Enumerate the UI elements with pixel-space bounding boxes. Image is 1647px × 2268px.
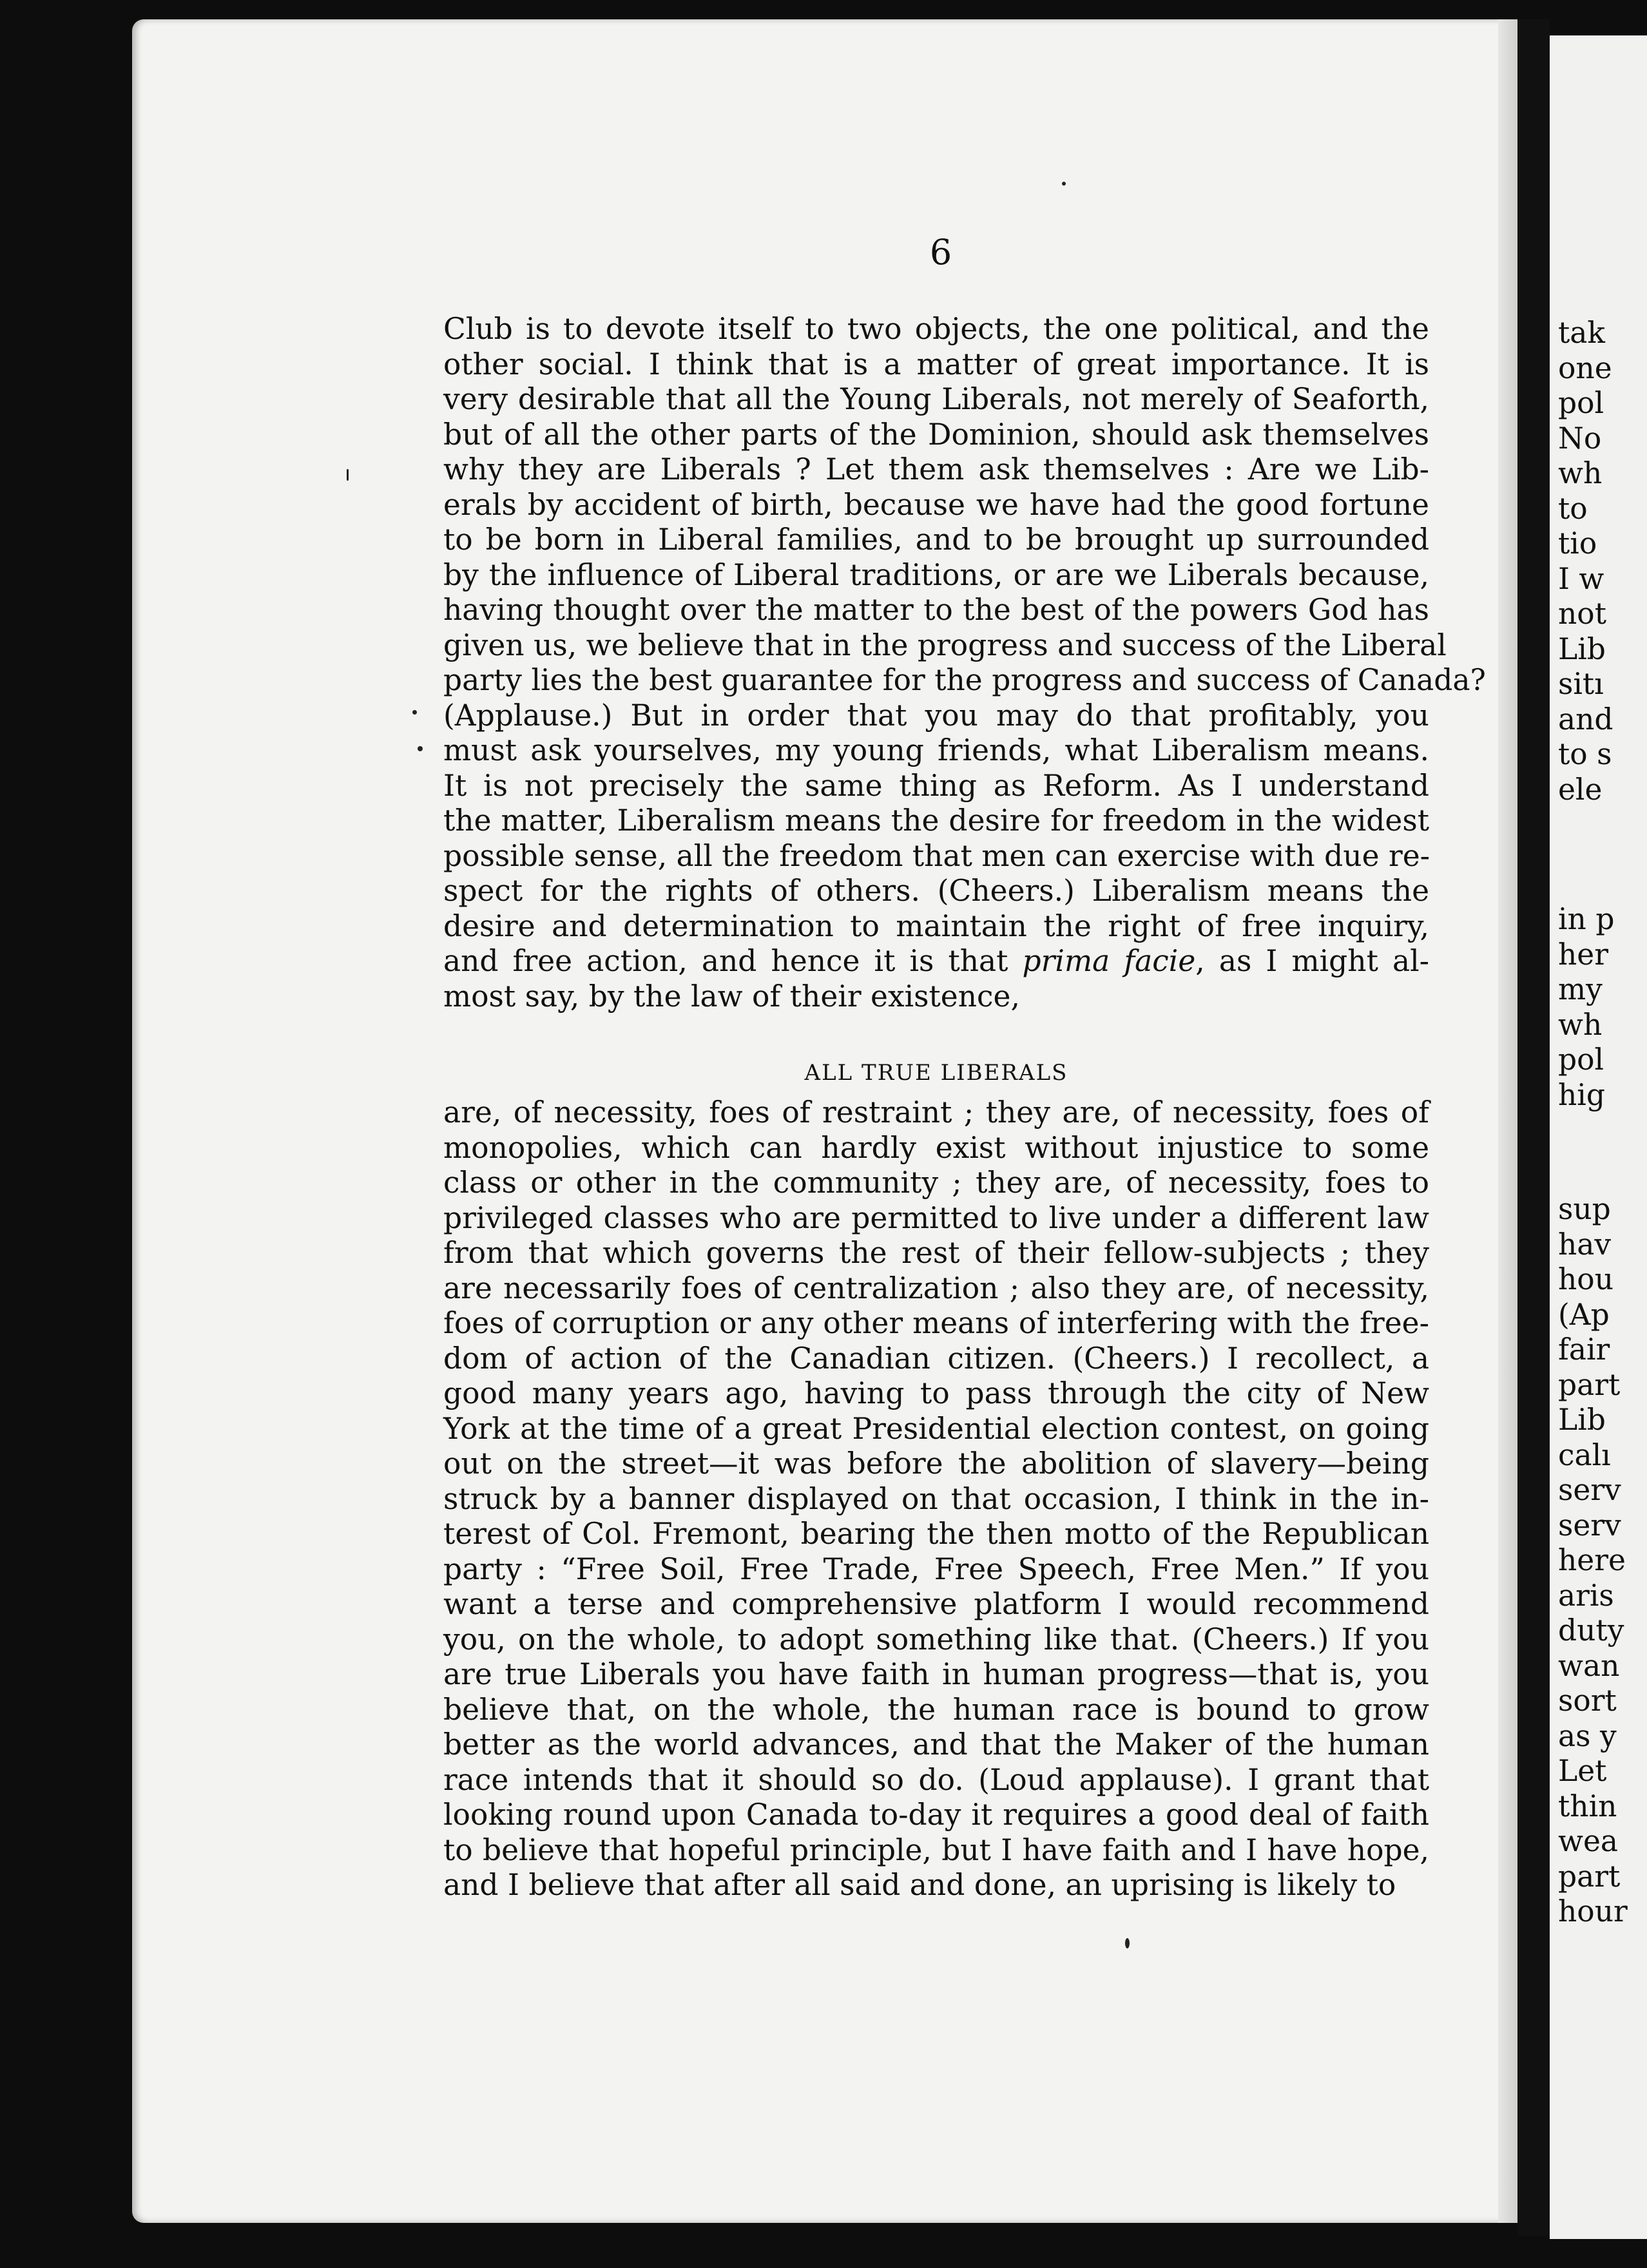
text-line: and free action, and hence it is that prima facie, as I might al- <box>443 944 1429 978</box>
body-paragraph-2 <box>443 1095 1429 1903</box>
right-page-text-1 <box>1558 316 1647 807</box>
text-line: desire and determination to maintain the right of free inquiry, <box>443 908 1429 943</box>
text-line: monopolies, which can hardly exist without injustice to some <box>443 1130 1429 1165</box>
ink-speck <box>347 469 349 481</box>
book-gutter <box>1517 19 1550 2236</box>
text-line: serv <box>1558 1473 1621 1507</box>
text-line: pol <box>1558 1043 1604 1077</box>
text-line: hig <box>1558 1077 1605 1112</box>
text-line: I w <box>1558 561 1604 596</box>
right-page-text-3 <box>1558 1192 1647 1930</box>
text-line: out on the street—it was before the abolition of slavery—being <box>443 1446 1429 1481</box>
text-line: are, of necessity, foes of restraint ; they are, of necessity, foes of <box>443 1095 1429 1129</box>
text-line: sup <box>1558 1192 1611 1226</box>
text-line: wh <box>1558 456 1603 490</box>
text-line: as y <box>1558 1718 1617 1753</box>
ink-speck <box>1125 1938 1130 1948</box>
text-line: her <box>1558 937 1608 972</box>
text-line: party : “Free Soil, Free Trade, Free Speech, Free Men.” If you <box>443 1552 1429 1586</box>
text-line: pol <box>1558 386 1604 420</box>
text-line: tak <box>1558 316 1605 350</box>
text-line: wea <box>1558 1824 1618 1858</box>
text-line: serv <box>1558 1508 1621 1542</box>
section-heading: ALL TRUE LIBERALS <box>804 1060 1068 1086</box>
text-line: tio <box>1558 526 1597 561</box>
text-line: aris <box>1558 1578 1614 1613</box>
text-line: given us, we believe that in the progress and success of the Liberal <box>443 628 1447 662</box>
text-line: No <box>1558 421 1602 456</box>
text-line: to believe that hopeful principle, but I have faith and I have hope, <box>443 1832 1429 1867</box>
text-line: very desirable that all the Young Liberals, not merely of Seaforth, <box>443 382 1429 416</box>
text-line: terest of Col. Fremont, bearing the then motto of the Republican <box>443 1517 1429 1551</box>
text-line: in p <box>1558 902 1615 936</box>
text-line: class or other in the community ; they are, of necessity, foes to <box>443 1166 1429 1200</box>
text-line: foes of corruption or any other means of interfering with the free- <box>443 1306 1429 1340</box>
text-line: spect for the rights of others. (Cheers.) Liberalism means the <box>443 874 1429 908</box>
text-line: part <box>1558 1859 1621 1894</box>
text-line: calı <box>1558 1437 1611 1472</box>
page-fold-shadow <box>1498 19 1517 2223</box>
text-line: here <box>1558 1543 1626 1577</box>
text-line: one <box>1558 351 1612 385</box>
text-line: but of all the other parts of the Dominion, should ask themselves <box>443 417 1429 452</box>
text-line: from that which governs the rest of their fellow-subjects ; they <box>443 1236 1429 1270</box>
ink-speck <box>412 710 417 715</box>
ink-speck <box>418 746 423 751</box>
text-line: good many years ago, having to pass through the city of New <box>443 1376 1429 1410</box>
text-line: believe that, on the whole, the human race is bound to grow <box>443 1692 1429 1727</box>
text-line: privileged classes who are permitted to live under a different law <box>443 1200 1429 1235</box>
page-number: 6 <box>929 232 952 273</box>
text-line: better as the world advances, and that the Maker of the human <box>443 1727 1429 1762</box>
text-line: party lies the best guarantee for the progress and success of Canada? <box>443 663 1486 697</box>
text-line: part <box>1558 1367 1621 1402</box>
text-line: by the influence of Liberal traditions, or are we Liberals because, <box>443 557 1429 592</box>
text-line: (Applause.) But in order that you may do that profitably, you <box>443 698 1429 733</box>
text-line: to be born in Liberal families, and to be brought up surrounded <box>443 523 1429 557</box>
text-line: dom of action of the Canadian citizen. (Cheers.) I recollect, a <box>443 1341 1429 1376</box>
body-paragraph-1 <box>443 312 1486 1014</box>
text-line: York at the time of a great Presidential election contest, on going <box>443 1411 1429 1446</box>
text-line: Lib <box>1558 631 1606 666</box>
text-line: why they are Liberals ? Let them ask themselves : Are we Lib- <box>443 452 1429 486</box>
text-line: It is not precisely the same thing as Reform. As I understand <box>443 768 1429 803</box>
text-line: ele <box>1558 772 1603 807</box>
text-line: struck by a banner displayed on that occasion, I think in the in- <box>443 1481 1429 1516</box>
text-line: the matter, Liberalism means the desire for freedom in the widest <box>443 803 1429 838</box>
text-line: are necessarily foes of centralization ; also they are, of necessity, <box>443 1271 1429 1305</box>
text-line: erals by accident of birth, because we have had the good fortune <box>443 487 1429 522</box>
text-line: race intends that it should so do. (Loud applause). I grant that <box>443 1762 1429 1797</box>
text-line: must ask yourselves, my young friends, what Liberalism means. <box>443 733 1429 767</box>
text-line: Lib <box>1558 1403 1606 1437</box>
text-line: Let <box>1558 1754 1607 1788</box>
text-line: wan <box>1558 1648 1620 1683</box>
text-line: want a terse and comprehensive platform I would recommend <box>443 1587 1429 1621</box>
text-line: to s <box>1558 737 1612 771</box>
text-line: (Ap <box>1558 1297 1610 1332</box>
text-line: Club is to devote itself to two objects, the one political, and the <box>443 312 1429 346</box>
text-line: possible sense, all the freedom that men can exercise with due re- <box>443 838 1430 873</box>
text-line: to <box>1558 491 1588 526</box>
text-line: duty <box>1558 1613 1624 1648</box>
text-line: are true Liberals you have faith in human progress—that is, you <box>443 1657 1429 1691</box>
text-line: looking round upon Canada to-day it requires a good deal of faith <box>443 1798 1429 1832</box>
text-line: having thought over the matter to the best of the powers God has <box>443 593 1429 627</box>
text-line: sitı <box>1558 667 1604 701</box>
text-line: you, on the whole, to adopt something like that. (Cheers.) If you <box>443 1622 1429 1657</box>
text-line: hou <box>1558 1262 1614 1296</box>
text-line: other social. I think that is a matter of great importance. It is <box>443 347 1429 381</box>
ink-speck <box>1062 182 1066 186</box>
text-line: and I believe that after all said and done, an uprising is likely to <box>443 1868 1396 1902</box>
text-line: and <box>1558 702 1613 736</box>
right-page-text-2 <box>1558 902 1647 1113</box>
text-line: my <box>1558 972 1603 1006</box>
text-line: hav <box>1558 1227 1612 1262</box>
text-line: thin <box>1558 1789 1617 1823</box>
text-line: most say, by the law of their existence, <box>443 979 1020 1014</box>
text-line: not <box>1558 597 1606 631</box>
text-line: sort <box>1558 1684 1617 1718</box>
text-line: fair <box>1558 1332 1610 1367</box>
text-line: hour <box>1558 1894 1628 1928</box>
text-line: wh <box>1558 1007 1603 1042</box>
